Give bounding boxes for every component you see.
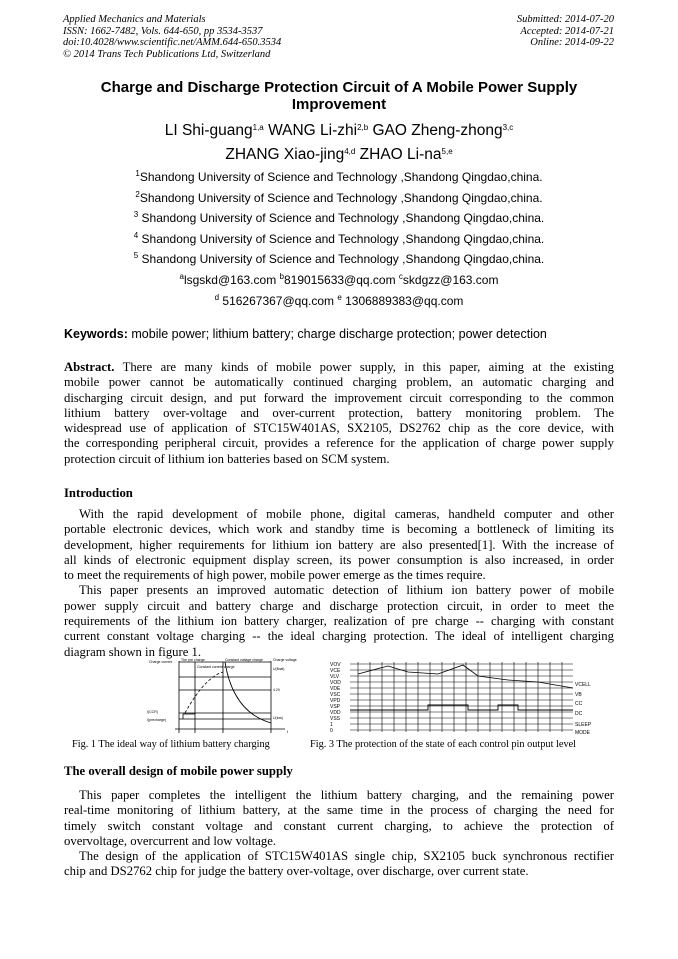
text-line: requirements of the lithium ion battery charger, realization of pre charge -- charging with constant	[64, 614, 614, 629]
journal-info	[63, 14, 281, 61]
text-line: protection circuit of lithium ion batteries based on SCM system.	[64, 451, 390, 466]
author: ZHANG Xiao-jing	[225, 146, 345, 163]
issn: ISSN: 1662-7482, Vols. 644-650, pp 3534-3537	[63, 25, 263, 37]
fig1-phase-label: Constant voltage charge	[225, 658, 263, 662]
aff-sup: 3	[133, 210, 139, 220]
text-line: widespread use of application of STC15W401AS, SX2105, DS2762 chip as the core device, with	[64, 421, 614, 436]
affiliation: Shandong University of Science and Technology ,Shandong Qingdao,china.	[139, 170, 543, 184]
intro-paragraph	[64, 507, 614, 660]
keywords-text: mobile power; lithium battery; charge discharge protection; power detection	[127, 327, 547, 341]
submitted-date: Submitted: 2014-07-20	[516, 14, 614, 25]
fig3-right-label: VB	[575, 692, 582, 698]
fig3-left-label: VCE	[330, 668, 341, 674]
figure-1-charging-diagram	[145, 657, 305, 737]
email: 1306889383@qq.com	[341, 293, 464, 308]
fig3-left-label: VOV	[330, 662, 341, 668]
text-line: to meet the requirements of high power, mobile power emerge as the times require.	[64, 568, 486, 583]
fig3-left-label: VLV	[330, 674, 340, 680]
title-line: Charge and Discharge Protection Circuit of A Mobile Power Supply	[100, 79, 578, 96]
fig1-current-label: I(precharge)	[147, 718, 167, 722]
fig3-left-label: VSC	[330, 692, 341, 698]
aff-sup: 5	[133, 251, 139, 261]
fig3-left-label: VSP	[330, 704, 341, 710]
email: 819015633@qq.com	[283, 272, 399, 287]
online-date: Online: 2014-09-22	[530, 37, 614, 49]
figure-3-pin-levels	[328, 660, 608, 738]
fig1-voltage-label: U(low)	[273, 716, 284, 720]
fig1-xlabel: t	[287, 729, 289, 734]
title-line: Improvement	[291, 95, 387, 113]
fig3-right-label: CC	[575, 701, 583, 707]
affiliations	[64, 167, 614, 311]
text-line: lithium battery over-voltage and over-current protection, battery monitoring problem. The	[64, 405, 614, 420]
author-sup: 4,d	[344, 147, 356, 156]
keywords-label: Keywords:	[64, 327, 128, 341]
abstract-label: Abstract.	[64, 360, 115, 374]
design-paragraph	[64, 788, 614, 880]
text-line: development, higher requirements for lithium ion battery are also presented[1]. With the increase of	[64, 537, 614, 552]
fig3-left-label: VPD	[330, 698, 341, 704]
author: WANG Li-zhi	[268, 122, 358, 139]
fig3-right-label: VCELL	[575, 682, 591, 688]
section-heading-introduction: Introduction	[64, 486, 133, 500]
email: skdgzz@163.com	[402, 272, 499, 287]
author-sup: 2,b	[357, 123, 369, 132]
abstract	[64, 360, 614, 467]
authors	[64, 119, 614, 167]
text-line: The design of the application of STC15W401AS single chip, SX2105 buck synchronous rectifier	[79, 849, 614, 864]
paper-title	[64, 80, 614, 113]
email-sup: d	[214, 292, 220, 302]
text-line: power supply circuit and battery charge and discharge protection circuit, in order to meet the	[64, 598, 614, 613]
fig1-phase-label: Constant current charge	[197, 665, 235, 669]
fig3-right-label: DC	[575, 711, 583, 717]
text-line: current constant voltage charging -- the ideal charging protection. The ideal of intelligent charging	[64, 629, 614, 644]
affiliation: Shandong University of Science and Technology ,Shandong Qingdao,china.	[138, 252, 545, 267]
text-line: discharging circuit design, and put forward the improvement circuit corresponding to the common	[64, 390, 614, 405]
author-sup: 5,e	[441, 147, 453, 156]
journal-name: Applied Mechanics and Materials	[63, 14, 206, 25]
text-line: This paper presents an improved automatic detection of lithium ion battery power of mobile	[79, 583, 614, 598]
text-line: diagram shown in figure 1.	[64, 644, 202, 659]
fig1-voltage-label: 4.2V	[273, 688, 281, 692]
text-line: timely switch constant voltage and constant current charging, to achieve the protection of	[64, 818, 614, 833]
fig1-phase-label: The pre charge	[181, 658, 205, 662]
text-line: chip and DS2762 chip for judge the battery over-voltage, over discharge, over current state.	[64, 864, 529, 879]
aff-sup: 2	[135, 189, 140, 199]
text-line: There are many kinds of mobile power supply, in this paper, aiming at the existing	[114, 360, 614, 374]
author-sup: 3,c	[502, 123, 514, 132]
text-line: With the rapid development of mobile phone, digital cameras, handheld computer and other	[79, 507, 614, 521]
fig1-yright-label: Charge voltage	[273, 658, 297, 662]
text-line: This paper completes the intelligent the lithium battery charging, and the remaining power	[79, 788, 614, 802]
text-line: portable electronic devices, which work and standby time is becoming a bottleneck of limiting its	[64, 522, 614, 537]
fig3-left-label: 0	[330, 728, 333, 734]
text-line: mobile power cannot be automatically continued charging problem, an automatic charging and	[64, 375, 614, 390]
fig3-left-label: VDE	[330, 686, 341, 692]
aff-sup: 1	[135, 169, 140, 178]
author: GAO Zheng-zhong	[372, 122, 503, 139]
doi: doi:10.4028/www.scientific.net/AMM.644-650.3534	[63, 37, 282, 49]
text-line: all kinds of electronic equipment display screen, its power consumption is also increased, in order	[64, 552, 614, 567]
fig1-voltage-label: U(float)	[273, 667, 285, 671]
email-sup: a	[179, 271, 184, 281]
author-sup: 1,a	[252, 123, 264, 132]
text-line: real-time monitoring of lithium battery, at the same time in the process of charging the need for	[64, 803, 614, 818]
affiliation: Shandong University of Science and Technology ,Shandong Qingdao,china.	[138, 211, 545, 226]
email-sup: c	[398, 271, 403, 281]
author: ZHAO Li-na	[359, 146, 442, 163]
affiliation: Shandong University of Science and Technology ,Shandong Qingdao,china.	[138, 231, 545, 246]
dates	[517, 14, 614, 49]
text-line: the corresponding peripheral circuit, provides a reference for the application of charge power supply	[64, 436, 614, 451]
fig3-right-label: MODE	[575, 730, 590, 736]
email-sup: e	[337, 292, 342, 302]
aff-sup: 4	[133, 230, 139, 240]
email-sup: b	[279, 271, 284, 281]
accepted-date: Accepted: 2014-07-21	[520, 25, 614, 37]
fig3-left-label: VOD	[330, 680, 341, 686]
figure-3-caption: Fig. 3 The protection of the state of each control pin output level	[310, 739, 577, 750]
email: 516267367@qq.com	[219, 293, 338, 308]
copyright: © 2014 Trans Tech Publications Ltd, Switzerland	[63, 49, 271, 61]
author: LI Shi-guang	[164, 122, 253, 139]
keywords	[64, 327, 547, 341]
figure-1-caption: Fig. 1 The ideal way of lithium battery charging	[72, 739, 270, 750]
fig1-current-label: I(CCR)	[147, 710, 158, 714]
fig1-ylabel: Charge current	[149, 660, 173, 664]
fig3-left-label: VSS	[330, 716, 341, 722]
section-heading-overall-design: The overall design of mobile power supply	[64, 764, 293, 778]
fig3-vcell-trace	[358, 665, 573, 688]
text-line: overvoltage, overcurrent and low voltage.	[64, 833, 277, 848]
affiliation: Shandong University of Science and Technology ,Shandong Qingdao,china.	[139, 190, 543, 205]
fig3-left-label: 1	[330, 722, 333, 728]
email: lsgskd@163.com	[183, 272, 280, 287]
fig3-left-label: VDD	[330, 710, 341, 716]
fig3-right-label: SLEEP	[575, 722, 592, 728]
